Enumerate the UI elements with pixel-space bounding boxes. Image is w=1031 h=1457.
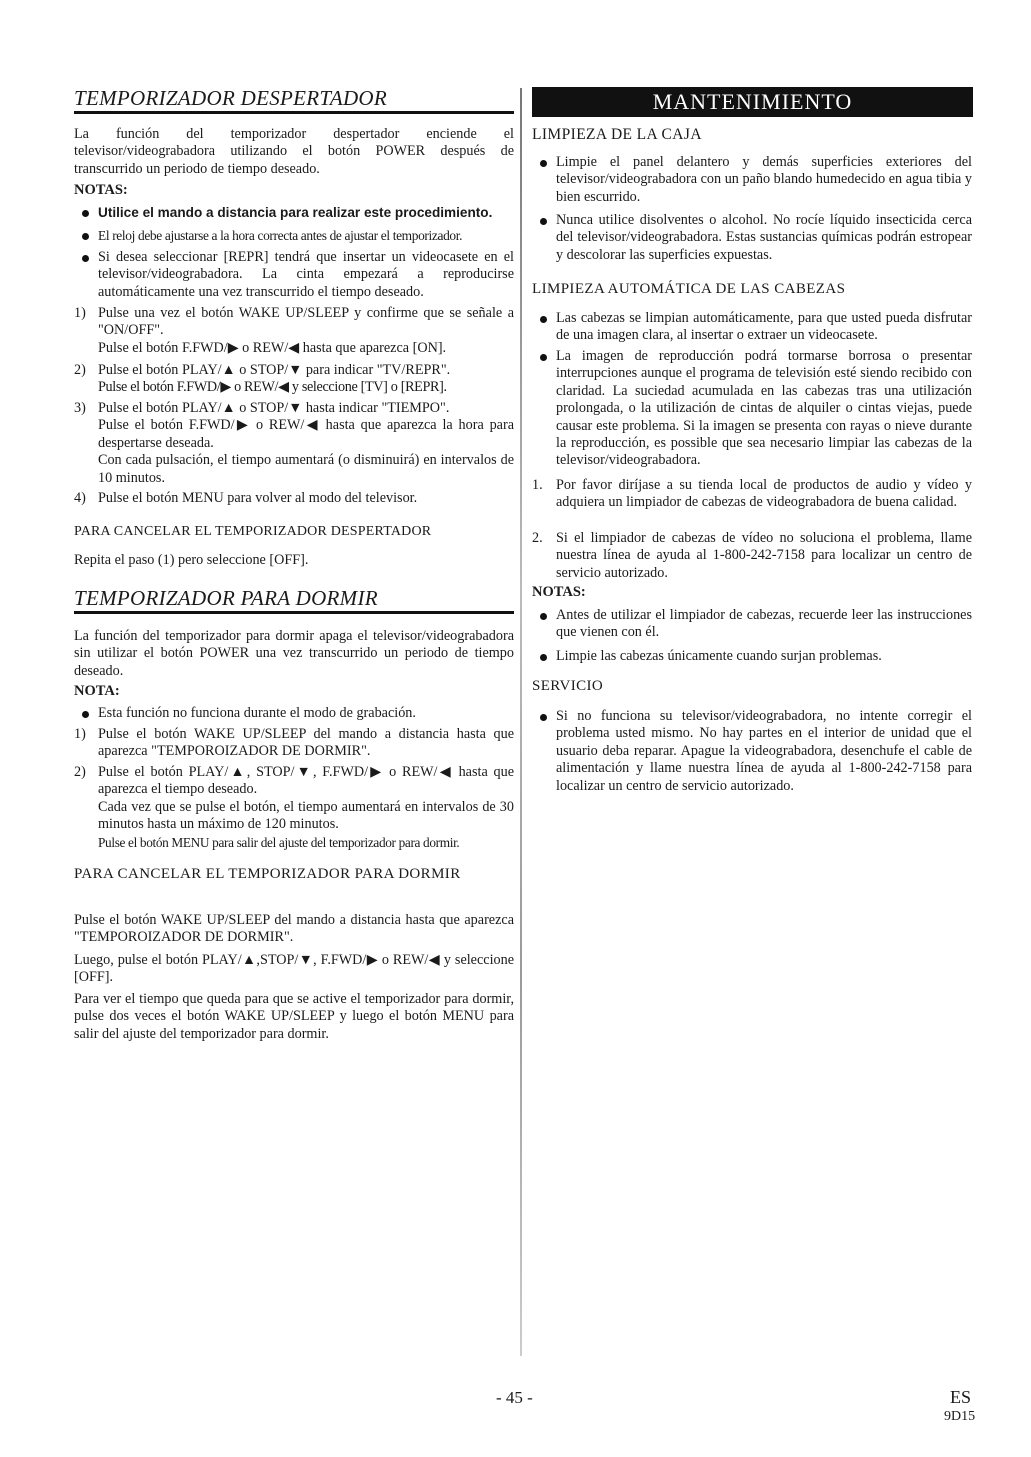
- cabezas-step-2: 2. Si el limpiador de cabezas de vídeo no soluciona el problema, llame nuestra línea de ayuda al 1-800-242-7158 para localizar un centro de servicio autorizado.: [532, 530, 972, 581]
- cabezas-title: LIMPIEZA AUTOMÁTICA DE LAS CABEZAS: [532, 281, 846, 297]
- model-code: 9D15: [944, 1409, 976, 1424]
- caja-item-1: Limpie el panel delantero y demás superficies exteriores del televisor/videograbadora con un paño blando humedecido en agua tibia y bien escurrido.: [532, 154, 972, 206]
- cabezas-notes-label: NOTAS:: [532, 584, 586, 600]
- despertador-step-2: 2) Pulse el botón PLAY/▲ o STOP/▼ para indicar "TV/REPR". Pulse el botón F.FWD/▶ o REW/◀ y seleccione [TV] o [REPR].: [74, 362, 451, 396]
- cancel-dormir-title: PARA CANCELAR EL TEMPORIZADOR PARA DORMIR: [74, 866, 461, 882]
- section-title-dormir: TEMPORIZADOR PARA DORMIR: [74, 586, 514, 614]
- cabezas-note-2: Limpie las cabezas únicamente cuando surjan problemas.: [532, 648, 972, 665]
- bullet-icon: [82, 711, 89, 718]
- despertador-step-4: 4) Pulse el botón MENU para volver al modo del televisor.: [74, 490, 418, 506]
- despertador-intro: La función del temporizador despertador enciende el televisor/videograbadora utilizando el botón POWER después de transcurrido un periodo de tiempo deseado.: [74, 126, 514, 177]
- servicio-item-1: Si no funciona su televisor/videograbadora, no intente corregir el problema usted mismo. No hay partes en el interior de unidad que el usuario deba reparar. Apague la videograbadora, desenchufe el cable de alimentación y llame nuestra línea de ayuda al 1-800-242-7158 para localizar un centro de servicio autorizado.: [532, 708, 972, 795]
- cabezas-step-1: 1. Por favor diríjase a su tienda local de productos de audio y vídeo y adquiera un limpiador de cabezas de videograbadora de buena calidad.: [532, 477, 972, 511]
- dormir-note-label: NOTA:: [74, 683, 120, 699]
- despertador-step-3: 3) Pulse el botón PLAY/▲ o STOP/▼ hasta indicar "TIEMPO". Pulse el botón F.FWD/▶ o REW/◀ hasta que aparezca la hora para despertarse deseada. Con cada pulsación, el tiempo aumentará (o disminuirá) en intervalos de 10 minutos.: [74, 400, 514, 486]
- despertador-note-3: Si desea seleccionar [REPR] tendrá que insertar un videocasete en el televisor/videograbadora. La cinta empezará a reproducirse automáticamente una vez transcurrido el tiempo deseado.: [74, 249, 514, 301]
- cancel-dormir-p3: Para ver el tiempo que queda para que se active el temporizador para dormir, pulse dos veces el botón WAKE UP/SLEEP y luego el botón MENU para salir del ajuste del temporizador para dormir.: [74, 991, 514, 1042]
- bullet-icon: [540, 316, 547, 323]
- bullet-icon: [82, 255, 89, 262]
- bullet-icon: [540, 218, 547, 225]
- cancel-despertador-text: Repita el paso (1) pero seleccione [OFF].: [74, 552, 309, 568]
- bullet-icon: [540, 613, 547, 620]
- mantenimiento-banner: MANTENIMIENTO: [532, 87, 973, 117]
- bullet-icon: [540, 160, 547, 167]
- bullet-icon: [82, 233, 89, 240]
- despertador-step-1: 1) Pulse una vez el botón WAKE UP/SLEEP y confirme que se señale a "ON/OFF". Pulse el botón F.FWD/▶ o REW/◀ hasta que aparezca [ON].: [74, 305, 514, 356]
- cabezas-note-1: Antes de utilizar el limpiador de cabezas, recuerde leer las instrucciones que vienen con él.: [532, 607, 972, 642]
- page-number: - 45 -: [496, 1388, 533, 1407]
- cancel-dormir-p1: Pulse el botón WAKE UP/SLEEP del mando a distancia hasta que aparezca "TEMPOROIZADOR DE DORMIR".: [74, 912, 514, 946]
- cabezas-item-1: Las cabezas se limpian automáticamente, para que usted pueda disfrutar de una imagen clara, al insertar o extraer un videocasete.: [532, 310, 972, 345]
- despertador-note-2: El reloj debe ajustarse a la hora correcta antes de ajustar el temporizador.: [74, 227, 514, 244]
- bullet-icon: [82, 210, 89, 217]
- servicio-title: SERVICIO: [532, 678, 604, 694]
- dormir-step-2: 2) Pulse el botón PLAY/▲, STOP/▼, F.FWD/▶ o REW/◀ hasta que aparezca el tiempo deseado. Cada vez que se pulse el botón, el tiempo aumentará en intervalos de 30 minutos hasta un máximo de 120 minutos. Pulse el botón MENU para salir del ajuste del temporizador para dormir.: [74, 764, 514, 850]
- bullet-icon: [540, 654, 547, 661]
- dormir-intro: La función del temporizador para dormir apaga el televisor/videograbadora sin utilizar el botón POWER una vez transcurrido un periodo de tiempo deseado.: [74, 628, 514, 679]
- despertador-notes-label: NOTAS:: [74, 182, 128, 198]
- despertador-note-1: Utilice el mando a distancia para realizar este procedimiento.: [74, 204, 514, 221]
- dormir-note: Esta función no funciona durante el modo de grabación.: [74, 705, 514, 722]
- cancel-dormir-p2: Luego, pulse el botón PLAY/▲,STOP/▼, F.FWD/▶ o REW/◀ y seleccione [OFF].: [74, 952, 514, 986]
- caja-item-2: Nunca utilice disolventes o alcohol. No rocíe líquido insecticida cerca del televisor/videograbadora. Estas sustancias químicas podrán estropear y descolorar las superficies expuestas.: [532, 212, 972, 264]
- bullet-icon: [540, 714, 547, 721]
- language-code: ES: [950, 1387, 972, 1407]
- caja-title: LIMPIEZA DE LA CAJA: [532, 126, 702, 143]
- cancel-despertador-title: PARA CANCELAR EL TEMPORIZADOR DESPERTADOR: [74, 524, 432, 539]
- section-title-despertador: TEMPORIZADOR DESPERTADOR: [74, 86, 514, 114]
- bullet-icon: [540, 354, 547, 361]
- cabezas-item-2: La imagen de reproducción podrá tormarse borrosa o presentar interrupciones aunque el programa de televisión esté siendo recibido con claridad. La suciedad acumulada en las cabezas tras una utilización prolongada, o la utilización de cintas de alquiler o cintas viejas, puede causar este problema. Si la imagen se presenta con rayas o nieve durante la reproducción, es possible que sea necesario limpiar las cabezas de la televisor/videograbadora.: [532, 348, 972, 470]
- column-divider: [520, 88, 522, 1356]
- dormir-step-1: 1) Pulse el botón WAKE UP/SLEEP del mando a distancia hasta que aparezca "TEMPOROIZADOR DE DORMIR".: [74, 726, 514, 760]
